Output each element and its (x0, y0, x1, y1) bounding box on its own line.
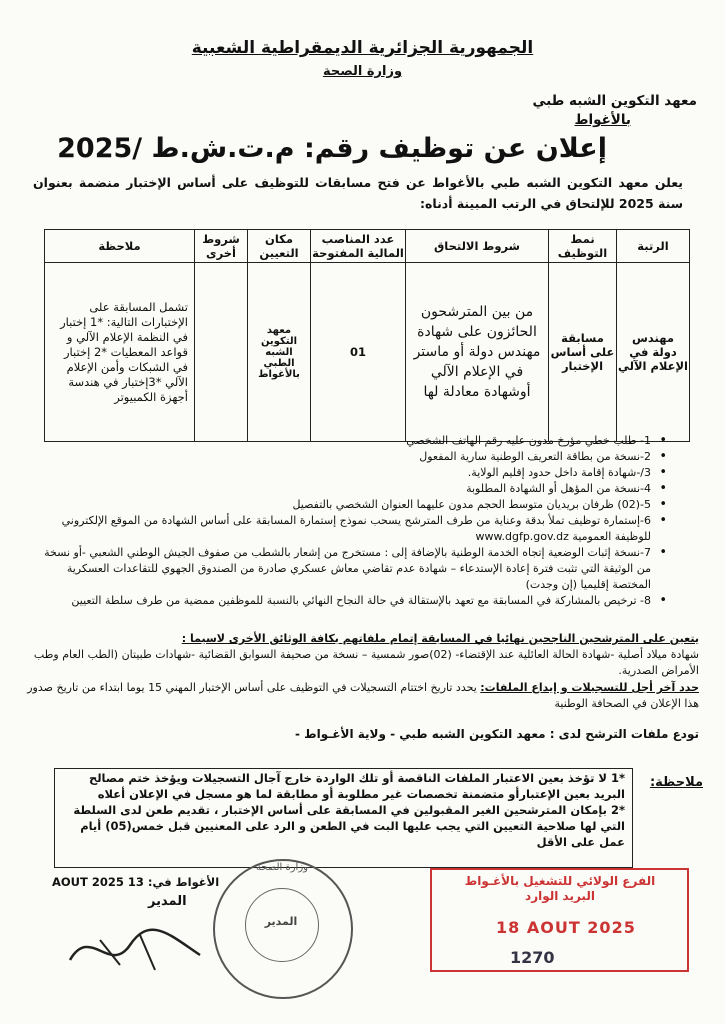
cell-conditions: من بين المترشحون الحائزون على شهادة مهندس دولة أو ماستر في الإعلام الآلي أوشهادة معادلة لها (406, 263, 549, 442)
positions-table (44, 229, 690, 442)
place-date: الأغواط في: 13 AOUT 2025 (52, 875, 220, 889)
header-notes: ملاحظة (45, 230, 195, 263)
list-item: • 5-(02) ظرفان بريديان متوسط الحجم مدون عليهما العنوان الشخصي بالتفصيل (39, 497, 651, 513)
director-title: المدير (148, 894, 187, 909)
cell-mode: مسابقة على أساس الإختبار (549, 263, 617, 442)
list-item: • 2-نسخة من بطاقة التعريف الوطنية سارية المفعول (39, 449, 651, 465)
table-row (45, 263, 690, 442)
list-item: • 3/-شهادة إقامة داخل حدود إقليم الولاية. (39, 465, 651, 481)
final-docs-text: شهادة ميلاد أصلية -شهادة الحالة العائلية عند الإقتضاء- (02)صور شمسية – نسخة من صحيفة السوابق القضائية -شهادات طبيتان (الطب العام وطب الأمراض الصدرية. (33, 648, 699, 677)
cell-other (195, 263, 248, 442)
remark-item-1: *1 لا تؤخذ بعين الاعتبار الملفات الناقصة أو تلك الواردة خارج آجال التسجيلات ويؤخذ ختم مصالح البريد بعين الإعتبارأو متضمنة تخصصات غير مطلوبة أو مطابقة لما هو مسجل في الإعلان أعلاه (88, 771, 625, 801)
list-item: • 6-إستمارة توظيف تملأ بدقة وعناية من طرف المترشح يسحب نموذج إستمارة المسابقة على أساس الشهادة من الموقع الإلكتروني للوظيفة العمومية www.dgfp.gov.dz (39, 513, 651, 545)
deposit-line: تودع ملفات الترشح لدى : معهد التكوين الشبه طبي - ولاية الأغـواط - (294, 727, 699, 741)
header-place: مكان التعيين (248, 230, 311, 263)
final-docs-title: يتعين على المترشحين الناجحين نهائيا في المسابقة إتمام ملفاتهم بكافة الوثائق الأخرى لاسيما : (181, 632, 699, 645)
header-mode: نمط التوظيف (549, 230, 617, 263)
republic-heading: الجمهورية الجزائرية الديمقراطية الشعبية (191, 38, 534, 58)
list-item: • 1- طلب خطي مؤرخ مدون عليه رقم الهاتف الشخصي (39, 433, 651, 449)
institute-name: معهد التكوين الشبه طبي (532, 93, 697, 109)
cell-notes: تشمل المسابقة على الإختبارات التالية: *1 إختبار في النظمة الإعلام الآلي و قواعد المعطيات *2 إختبار في الشبكات وأمن الإعلام الآلي *3إختبار في هندسة أجهزة الكمبيوتر (45, 263, 195, 442)
list-item: • 7-نسخة إثبات الوضعية إتجاه الخدمة الوطنية بالإضافة إلى : مستخرج من إشعار بالشطب من صفوف الجيش الوطني الشعبي -أو نسخة من الوثيقة التي تثبت فترة إعادة الإستدعاء – شهادة عدم تقاضي معاش عسكري صادرة من الصندوق الجهوي للتقاعدات العسكرية المختصة إقليميا (إن وجدت) (39, 545, 651, 593)
seal-center-text: المدير (264, 915, 298, 928)
list-item: • 4-نسخة من المؤهل أو الشهادة المطلوبة (39, 481, 651, 497)
remark-item-2: *2 بإمكان المترشحين الغير المقبولين في المسابقة على أساس الإختبار ، تقديم طعن لدى السلطة التي لها صلاحية التعيين التي يجب عليها البت في الطعن و الرد على المعنيين قبل خمس(05) أيام عمل على الأقل (73, 803, 625, 849)
institute-city: بالأغواط (574, 112, 631, 128)
cell-place: معهد التكوين الشبه الطبي بالأغواط (248, 263, 311, 442)
announcement-title: إعلان عن توظيف رقم: م.ت.ش.ط /2025 (57, 133, 607, 164)
cell-rank: مهندس دولة في الإعلام الآلي (617, 263, 690, 442)
deadline-block (27, 680, 699, 712)
ministry-heading: وزارة الصحة (322, 64, 403, 79)
list-item: • 8- ترخيص بالمشاركة في المسابقة مع تعهد بالإستقالة في حالة النجاح النهائي بالنسبة للموظفين ممضية من طرف سلطة التعيين (39, 593, 651, 609)
deadline-title: حدد آخر أجل للتسجيلات و إيداع الملفات: (480, 681, 699, 694)
stamp-line1: الفرع الولائي للتشغيل بالأغـواط (464, 874, 656, 888)
seal-ring-text: وزارة الصحة (256, 862, 308, 873)
remarks-label: ملاحظة: (649, 775, 703, 790)
table-header-row (45, 230, 690, 263)
remarks-text (65, 770, 625, 850)
signature-image (60, 905, 210, 985)
header-conditions: شروط الالتحاق (406, 230, 549, 263)
required-documents-list (39, 433, 669, 609)
header-other: شروط أخرى (195, 230, 248, 263)
deadline-text: يحدد تاريخ اختتام التسجيلات في التوظيف على أساس الإختبار المهني 15 يوما ابتداء من تاريخ صدور هذا الإعلان في الصحافة الوطنية (27, 681, 699, 710)
stamp-number: 1270 (510, 948, 555, 967)
intro-paragraph: يعلن معهد التكوين الشبه طبي بالأغواط عن فتح مسابقات للتوظيف على أساس الإختبار منضمة بعنوان سنة 2025 للإلتحاق في الرتب المبينة أدناه: (33, 175, 683, 211)
header-rank: الرتبة (617, 230, 690, 263)
stamp-date: 18 AOUT 2025 (496, 918, 636, 937)
header-positions: عدد المناصب المالية المفتوحة (311, 230, 406, 263)
stamp-line2: البريد الوارد (525, 889, 595, 903)
cell-positions: 01 (311, 263, 406, 442)
